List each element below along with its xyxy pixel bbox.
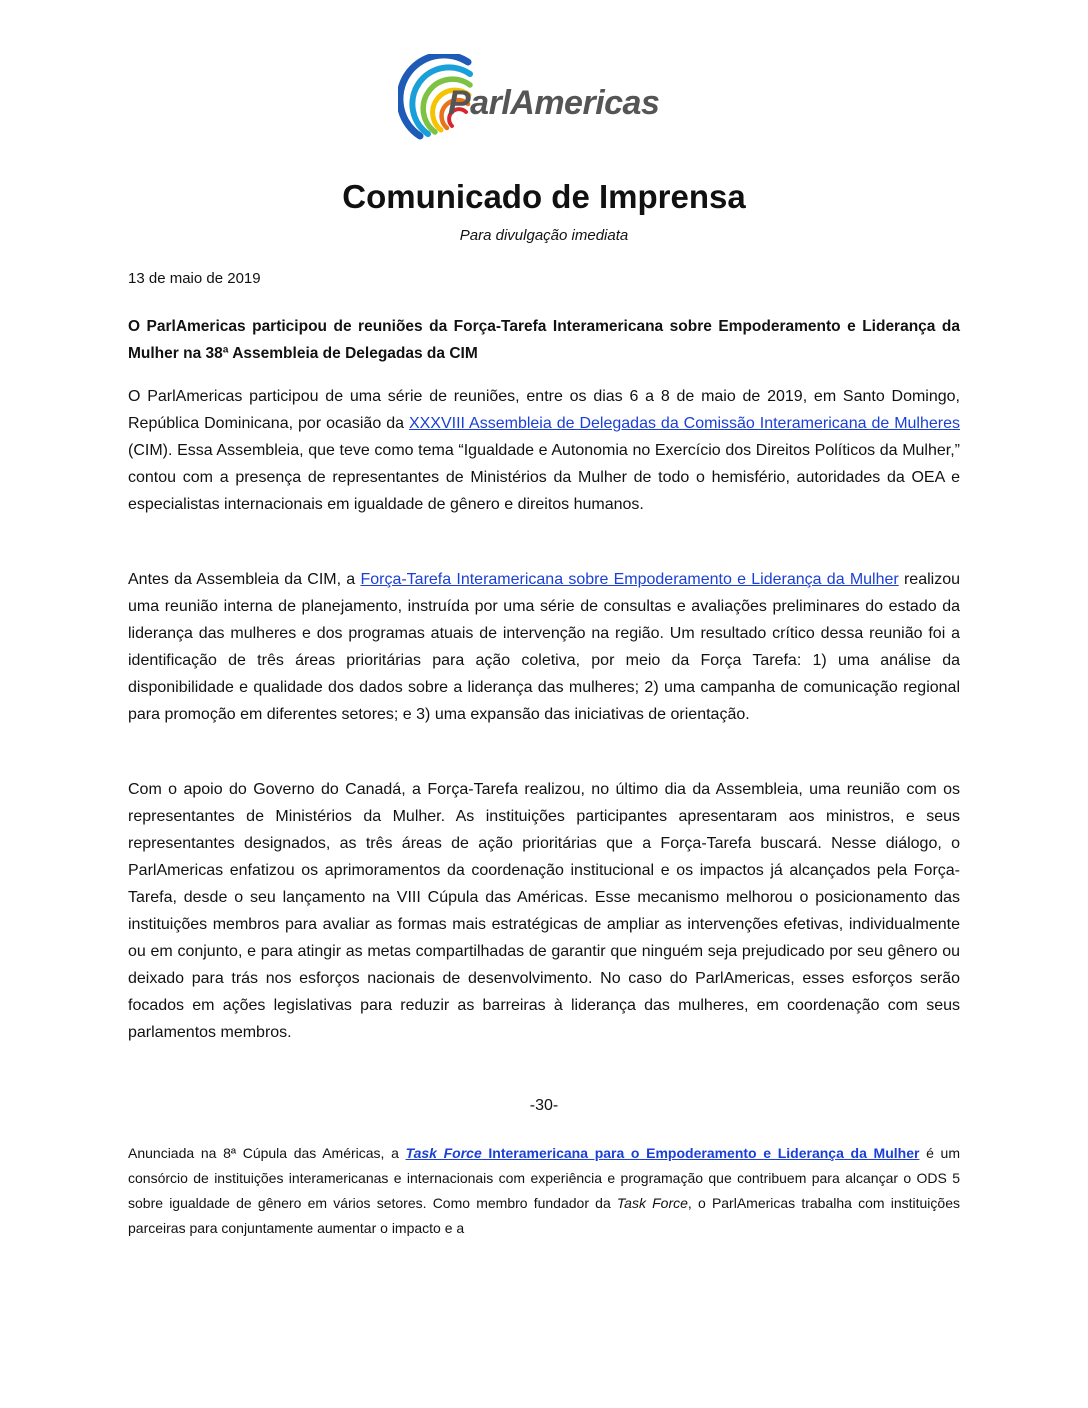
footer-italic-task-force: Task Force xyxy=(616,1195,688,1211)
task-force-link[interactable]: Força-Tarefa Interamericana sobre Empoderamento e Liderança da Mulher xyxy=(360,571,899,588)
parlamericas-logo xyxy=(398,54,718,149)
footer-link-rest: Interamericana para o Empoderamento e Liderança da Mulher xyxy=(481,1145,920,1161)
paragraph-1 xyxy=(128,383,960,518)
paragraph-3: Com o apoio do Governo do Canadá, a Força-Tarefa realizou, no último dia da Assembleia, uma reunião com os representantes de Ministérios da Mulher. As instituições participantes apresentaram aos ministros, e seus representantes designados, as três áreas de ação prioritárias que a Força-Tarefa buscará. Nesse diálogo, o ParlAmericas enfatizou os aprimoramentos da coordenação institucional e os impactos já alcançados pela Força-Tarefa, desde o seu lançamento na VIII Cúpula das Américas. Esse mecanismo melhorou o posicionamento das instituições membros para avaliar as formas mais estratégicas de ampliar as intervenções efetivas, individualmente ou em conjunto, e para atingir as metas compartilhadas de garantir que ninguém seja prejudicado por seu gênero ou deixado para trás nos esforços nacionais de desenvolvimento. No caso do ParlAmericas, esses esforços serão focados em ações legislativas para reduzir as barreiras à liderança das mulheres, em coordenação com seus parlamentos membros. xyxy=(128,781,960,1041)
page-subtitle: Para divulgação imediata xyxy=(459,227,629,244)
footer-text-b: é um consórcio de instituições interamericanas e internacionais com experiência e programação que contribuem para alcançar o ODS 5 sobre igualdade de gênero em vários setores. Como membro fundador da xyxy=(128,1145,961,1211)
footer-note xyxy=(128,1141,960,1241)
release-date: 13 de maio de 2019 xyxy=(128,270,261,287)
paragraph-2-text-b: realizou uma reunião interna de planejamento, instruída por uma série de consultas e avaliações preliminares do estado da liderança das mulheres e dos programas atuais de intervenção na região. Um resultado crítico dessa reunião foi a identificação de três áreas prioritárias para ação coletiva, por meio da Força Tarefa: 1) uma análise da disponibilidade e qualidade dos dados sobre a liderança das mulheres; 2) uma campanha de comunicação regional para promoção em diferentes setores; e 3) uma expansão das iniciativas de orientação. xyxy=(128,571,961,723)
paragraph-1-text-a: O ParlAmericas participou de uma série de reuniões, entre os dias 6 a 8 de maio de 2019, em Santo Domingo, República Dominicana, por ocasião da xyxy=(128,388,960,432)
paragraph-2-text-a: Antes da Assembleia da CIM, a xyxy=(128,571,361,588)
footer-task-force-link[interactable] xyxy=(406,1145,920,1161)
paragraph-2 xyxy=(128,566,960,728)
paragraph-1-text-b: (CIM). Essa Assembleia, que teve como tema “Igualdade e Autonomia no Exercício dos Direitos Políticos da Mulher,” contou com a presença de representantes de Ministérios da Mulher de todo o hemisfério, autoridades da OEA e especialistas internacionais em igualdade de gênero e direitos humanos. xyxy=(128,442,960,513)
headline: O ParlAmericas participou de reuniões da Força-Tarefa Interamericana sobre Empoderamento e Liderança da Mulher na 38ª Assembleia de Delegadas da CIM xyxy=(128,318,960,362)
logo-text: ParlAmericas xyxy=(448,84,660,122)
footer-link-italic: Task Force xyxy=(405,1145,482,1161)
end-marker: -30- xyxy=(529,1097,559,1114)
footer-text-c: , o ParlAmericas trabalha com instituições parceiras para conjuntamente aumentar o impacto e a xyxy=(128,1195,960,1236)
page-title: Comunicado de Imprensa xyxy=(342,178,746,215)
cim-assembly-link[interactable]: XXXVIII Assembleia de Delegadas da Comissão Interamericana de Mulheres xyxy=(408,415,961,432)
footer-text-a: Anunciada na 8ª Cúpula das Américas, a xyxy=(128,1145,406,1161)
